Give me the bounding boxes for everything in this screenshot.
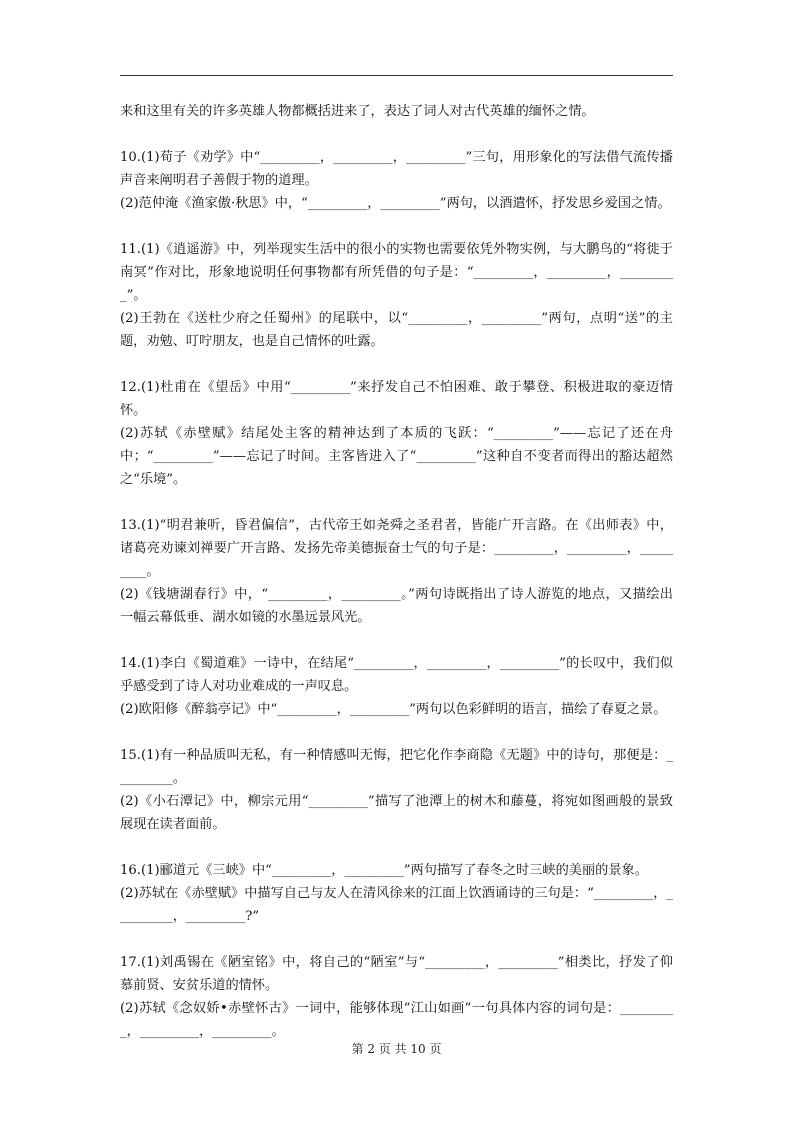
question-13-part-2: (2)《钱塘湖春行》中，“_________，_________。”两句诗既指出了诗人游览的地点，又描绘出一幅云幕低垂、湖水如镜的水墨远景风光。 [120, 587, 673, 625]
question-15-part-2: (2)《小石潭记》中，柳宗元用“_________”描写了池潭上的树木和藤蔓，将宛如图画般的景致展现在读者面前。 [120, 794, 673, 832]
page-number: 第 2 页 共 10 页 [351, 1042, 442, 1056]
question-10-part-2: (2)范仲淹《渔家傲·秋思》中，“_________，_________”两句，以酒遣怀，抒发思乡爱国之情。 [120, 196, 671, 211]
question-11-part-2: (2)王勃在《送杜少府之任蜀州》的尾联中，以“_________，_________”两句，点明“送”的主题，劝勉、叮咛朋友，也是自己情怀的吐露。 [120, 311, 673, 349]
intro-paragraph: 来和这里有关的许多英雄人物都概括进来了，表达了词人对古代英雄的缅怀之情。 [120, 104, 595, 119]
question-10-part-1: 10.(1)荀子《劝学》中“_________，_________，_________”三句，用形象化的写法借气流传播声音来阐明君子善假于物的道理。 [120, 150, 673, 188]
question-17-part-1: 17.(1)刘禹锡在《陋室铭》中，将自己的“陋室”与“_________，_________”相类比，抒发了仰慕前贤、安贫乐道的情怀。 [120, 955, 673, 993]
question-16-part-2: (2)苏轼在《赤壁赋》中描写自己与友人在清风徐来的江面上饮酒诵诗的三句是：“_________，_________，_________?” [120, 886, 673, 924]
question-14-part-2: (2)欧阳修《醉翁亭记》中“_________，_________”两句以色彩鲜明的语言，描绘了春夏之景。 [120, 702, 667, 717]
question-12-part-2: (2)苏轼《赤壁赋》结尾处主客的精神达到了本质的飞跃：“_________”——忘记了还在舟中；“_________”——忘记了时间。主客皆进入了“_________”这种自不变者而得出的豁达超然之“乐境”。 [120, 426, 673, 487]
question-15-part-1: 15.(1)有一种品质叫无私，有一种情感叫无悔，把它化作李商隐《无题》中的诗句，那便是：_________。 [120, 748, 673, 786]
header-rule [120, 75, 673, 76]
question-16-part-1: 16.(1)郦道元《三峡》中“_________，_________”两句描写了春冬之时三峡的美丽的景象。 [120, 863, 648, 878]
question-12-part-1: 12.(1)杜甫在《望岳》中用“_________”来抒发自己不怕困难、敢于攀登、积极进取的豪迈情怀。 [120, 380, 673, 418]
document-body [120, 100, 673, 1043]
question-11-part-1: 11.(1)《逍遥游》中，列举现实生活中的很小的实物也需要依凭外物实例，与大鹏鸟的“将徙于南冥”作对比，形象地说明任何事物都有所凭借的句子是：“_________，_________，_________”。 [120, 242, 673, 303]
question-17-part-2: (2)苏轼《念奴娇•赤壁怀古》一词中，能够体现“江山如画”一句具体内容的词句是：_________，_________，_________。 [120, 1001, 673, 1039]
question-14-part-1: 14.(1)李白《蜀道难》一诗中，在结尾“_________，_________，_________”的长叹中，我们似乎感受到了诗人对功业难成的一声叹息。 [120, 656, 673, 694]
question-13-part-1: 13.(1)“明君兼听，昏君偏信”，古代帝王如尧舜之圣君者，皆能广开言路。在《出师表》中，诸葛亮劝谏刘禅要广开言路、发扬先帝美德振奋士气的句子是：_________，_________，_________。 [120, 518, 673, 579]
